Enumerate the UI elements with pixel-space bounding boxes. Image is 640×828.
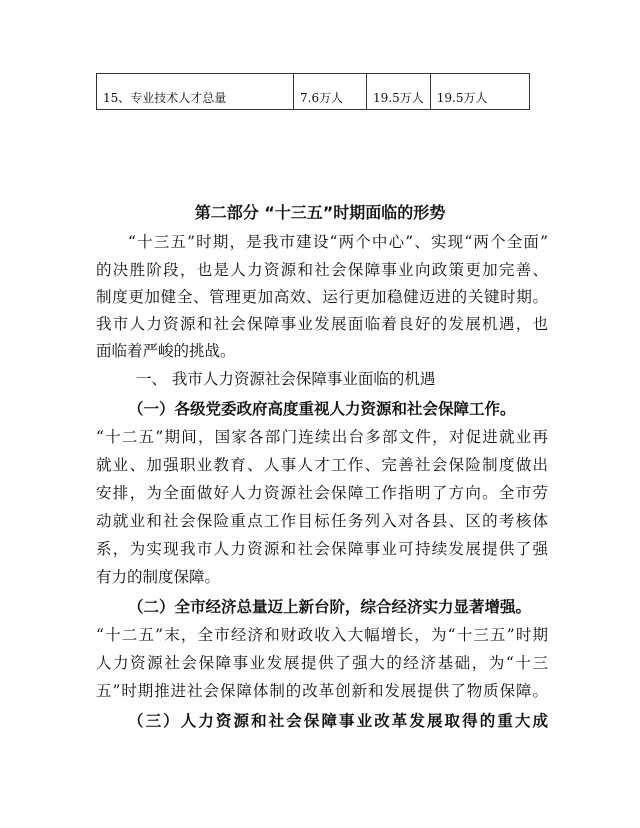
paragraph-line: 面临着严峻的挑战。	[96, 342, 236, 360]
table-cell-value-2: 19.5万人	[367, 74, 431, 110]
paragraph-line: “十二五”末，全市经济和财政收入大幅增长，为“十三五”时期	[96, 626, 548, 644]
paragraph-line: “十二五”期间，国家各部门连续出台多部文件，对促进就业再	[96, 428, 548, 446]
paragraph-line: 五”时期推进社会保障体制的改革创新和发展提供了物质保障。	[96, 682, 548, 700]
talent-summary-table	[96, 73, 530, 110]
paragraph-line: 系，为实现我市人力资源和社会保障事业可持续发展提供了强	[96, 540, 548, 558]
paragraph-line: 有力的制度保障。	[96, 568, 221, 586]
table-row	[97, 74, 530, 110]
table-cell-item: 15、专业技术人才总量	[97, 74, 294, 110]
paragraph-line: 人力资源社会保障事业发展提供了强大的经济基础，为“十三	[96, 654, 548, 672]
subsection-title: （二）全市经济总量迈上新台阶，综合经济实力显著增强。	[128, 597, 532, 616]
subsection-title: （一）各级党委政府高度重视人力资源和社会保障工作。	[128, 399, 516, 418]
paragraph-line: 制度更加健全、管理更加高效、运行更加稳健迈进的关键时期。	[96, 288, 548, 306]
paragraph-line: 动就业和社会保险重点工作目标任务列入对各县、区的考核体	[96, 512, 548, 530]
section-title: 一、 我市人力资源社会保障事业面临的机遇	[136, 370, 436, 388]
paragraph-line: 安排，为全面做好人力资源社会保障工作指明了方向。全市劳	[96, 484, 548, 502]
part-two-heading: 第二部分 “十三五”时期面临的形势	[194, 203, 446, 222]
paragraph-line: 我市人力资源和社会保障事业发展面临着良好的发展机遇，也	[96, 315, 548, 333]
table-cell-value-1: 7.6万人	[294, 74, 367, 110]
paragraph-line: “十三五”时期，是我市建设“两个中心”、实现“两个全面”	[128, 233, 548, 251]
table-cell-value-3: 19.5万人	[430, 74, 529, 110]
paragraph-line: 就业、加强职业教育、人事人才工作、完善社会保险制度做出	[96, 456, 548, 474]
paragraph-line: 的决胜阶段，也是人力资源和社会保障事业向政策更加完善、	[96, 261, 548, 279]
subsection-title: （三）人力资源和社会保障事业改革发展取得的重大成	[128, 711, 548, 730]
